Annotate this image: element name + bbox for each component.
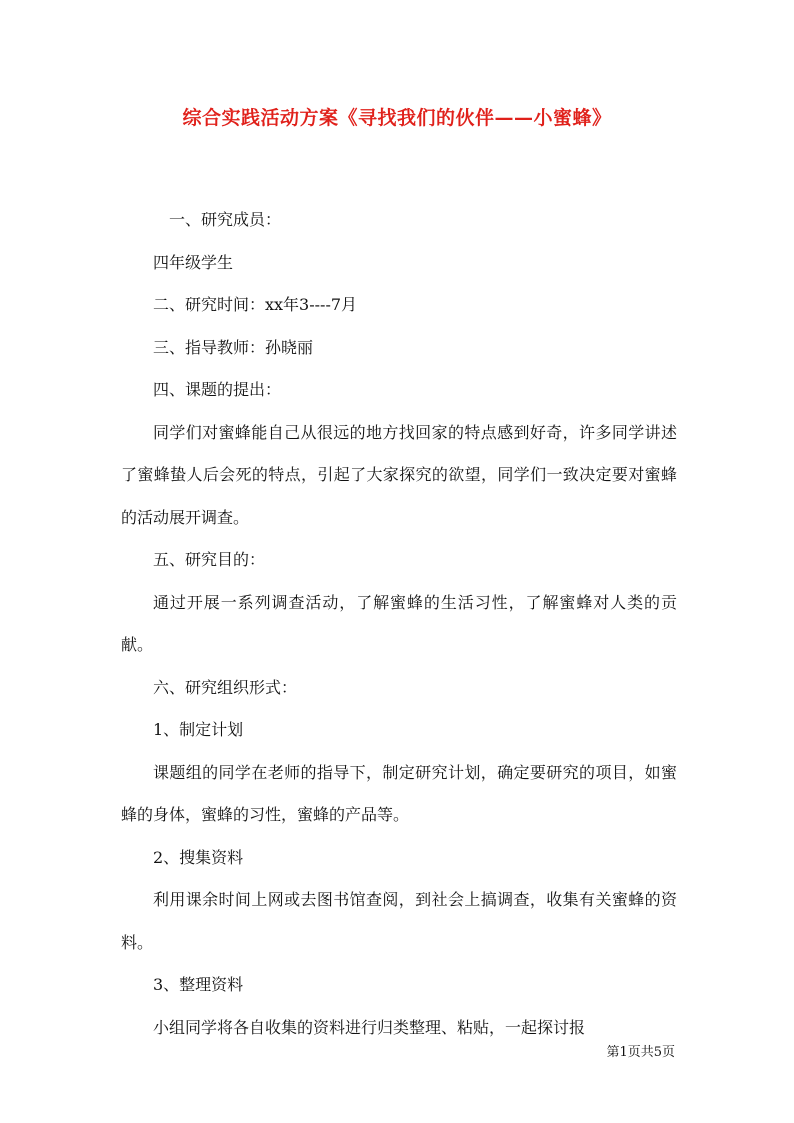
document-title: 综合实践活动方案《寻找我们的伙伴——小蜜蜂》 xyxy=(182,107,612,129)
paragraph-topic: 同学们对蜜蜂能自己从很远的地方找回家的特点感到好奇，许多同学讲述了蜜蜂蛰人后会死的特点，引起了大家探究的欲望，同学们一致决定要对蜜蜂的活动展开调查。 xyxy=(121,422,677,527)
document-body xyxy=(121,199,677,1049)
section-heading-organization: 六、研究组织形式： xyxy=(153,677,298,697)
paragraph-plan: 课题组的同学在老师的指导下，制定研究计划，确定要研究的项目，如蜜蜂的身体，蜜蜂的习性，蜜蜂的产品等。 xyxy=(121,762,677,824)
paragraph-purpose: 通过开展一系列调查活动，了解蜜蜂的生活习性，了解蜜蜂对人类的贡献。 xyxy=(121,592,677,654)
section-heading-purpose: 五、研究目的： xyxy=(153,550,266,569)
paragraph-organize: 小组同学将各自收集的资料进行归类整理、粘贴，一起探讨报 xyxy=(153,1017,586,1037)
subheading-plan: 1、制定计划 xyxy=(153,720,244,739)
section-heading-time: 二、研究时间：xx年3----7月 xyxy=(153,295,358,314)
section-heading-teacher: 三、指导教师：孙晓丽 xyxy=(153,337,314,357)
subheading-collect: 2、搜集资料 xyxy=(153,847,244,867)
section-heading-topic: 四、课题的提出： xyxy=(153,380,282,399)
subheading-organize: 3、整理资料 xyxy=(153,975,244,994)
section-heading-members: 一、研究成员： xyxy=(169,210,282,229)
paragraph-collect: 利用课余时间上网或去图书馆查阅，到社会上搞调查，收集有关蜜蜂的资料。 xyxy=(121,890,677,952)
page-number-footer: 第1页共5页 xyxy=(606,1045,675,1060)
paragraph-members: 四年级学生 xyxy=(153,252,234,272)
